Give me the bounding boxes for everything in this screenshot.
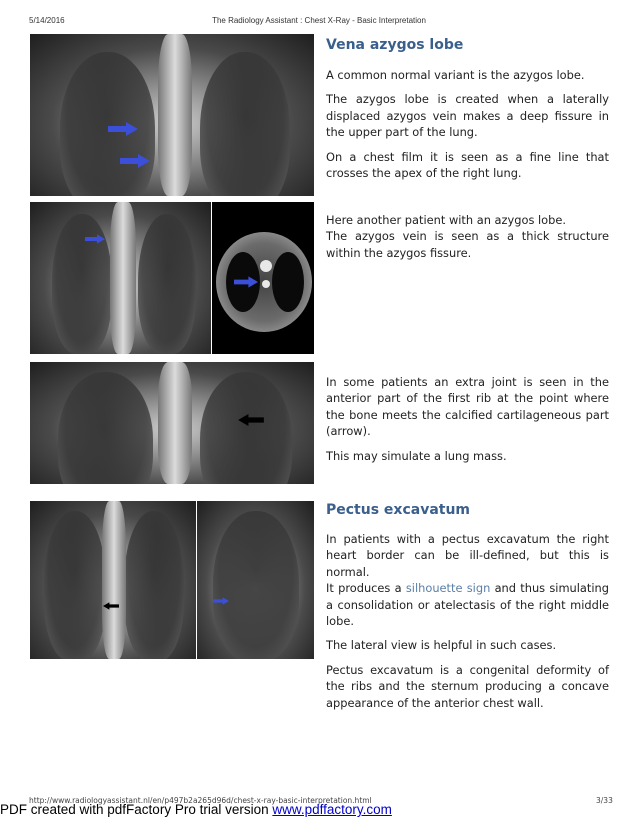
section-azygos-vein	[326, 212, 609, 261]
section-azygos-lobe	[326, 36, 609, 181]
paragraph: In patients with a pectus excavatum the right heart border can be ill-defined, but this is normal.	[326, 532, 609, 579]
paragraph: The azygos vein is seen as a thick structure within the azygos fissure.	[326, 229, 609, 260]
paragraph: In some patients an extra joint is seen in the anterior part of the first rib at the point where the bone meets the calcified cartilageneous part (arrow).	[326, 375, 609, 439]
arrow-icon	[103, 601, 119, 611]
xray-first-rib-joint	[30, 362, 314, 484]
paragraph: The azygos lobe is created when a laterally displaced azygos vein makes a deep fissure in the upper part of the lung.	[326, 92, 609, 140]
paragraph: Pectus excavatum is a congenital deformity of the ribs and the sternum producing a concave appearance of the anterior chest wall.	[326, 662, 609, 710]
xray-azygos-vein	[30, 202, 211, 354]
xray-pectus-pa	[30, 501, 196, 659]
ct-scan-azygos	[212, 202, 314, 354]
footer-url: http://www.radiologyassistant.nl/en/p497b2a265d96d/chest-x-ray-basic-interpretation.html	[29, 796, 372, 805]
paragraph: On a chest film it is seen as a fine line that crosses the apex of the right lung.	[326, 149, 609, 181]
arrow-icon	[234, 276, 258, 288]
paragraph: Here another patient with an azygos lobe.	[326, 213, 567, 227]
paragraph: It produces a silhouette sign and thus simulating a consolidation or atelectasis of the right middle lobe.	[326, 581, 609, 629]
arrow-icon	[120, 154, 150, 168]
arrow-icon	[108, 122, 138, 136]
header-date: 5/14/2016	[29, 16, 65, 25]
section-pectus-excavatum	[326, 501, 609, 711]
xray-azygos-lobe	[30, 34, 314, 196]
paragraph: The lateral view is helpful in such cases.	[326, 638, 557, 653]
section-heading: Vena azygos lobe	[326, 37, 464, 53]
arrow-icon	[213, 596, 229, 606]
arrow-icon	[238, 414, 264, 426]
paragraph: A common normal variant is the azygos lobe.	[326, 68, 585, 82]
arrow-icon	[85, 233, 105, 245]
section-first-rib	[326, 374, 609, 464]
pdffactory-link[interactable]: www.pdffactory.com	[272, 802, 392, 817]
pdf-banner: PDF created with pdfFactory Pro trial version www.pdffactory.com	[0, 802, 392, 817]
paragraph: This may simulate a lung mass.	[326, 448, 507, 463]
silhouette-sign-link[interactable]: silhouette sign	[405, 581, 491, 596]
footer-page-number: 3/33	[596, 796, 613, 805]
section-heading: Pectus excavatum	[326, 502, 471, 518]
xray-pectus-lateral	[197, 501, 314, 659]
header-title: The Radiology Assistant : Chest X-Ray - Basic Interpretation	[212, 16, 426, 25]
